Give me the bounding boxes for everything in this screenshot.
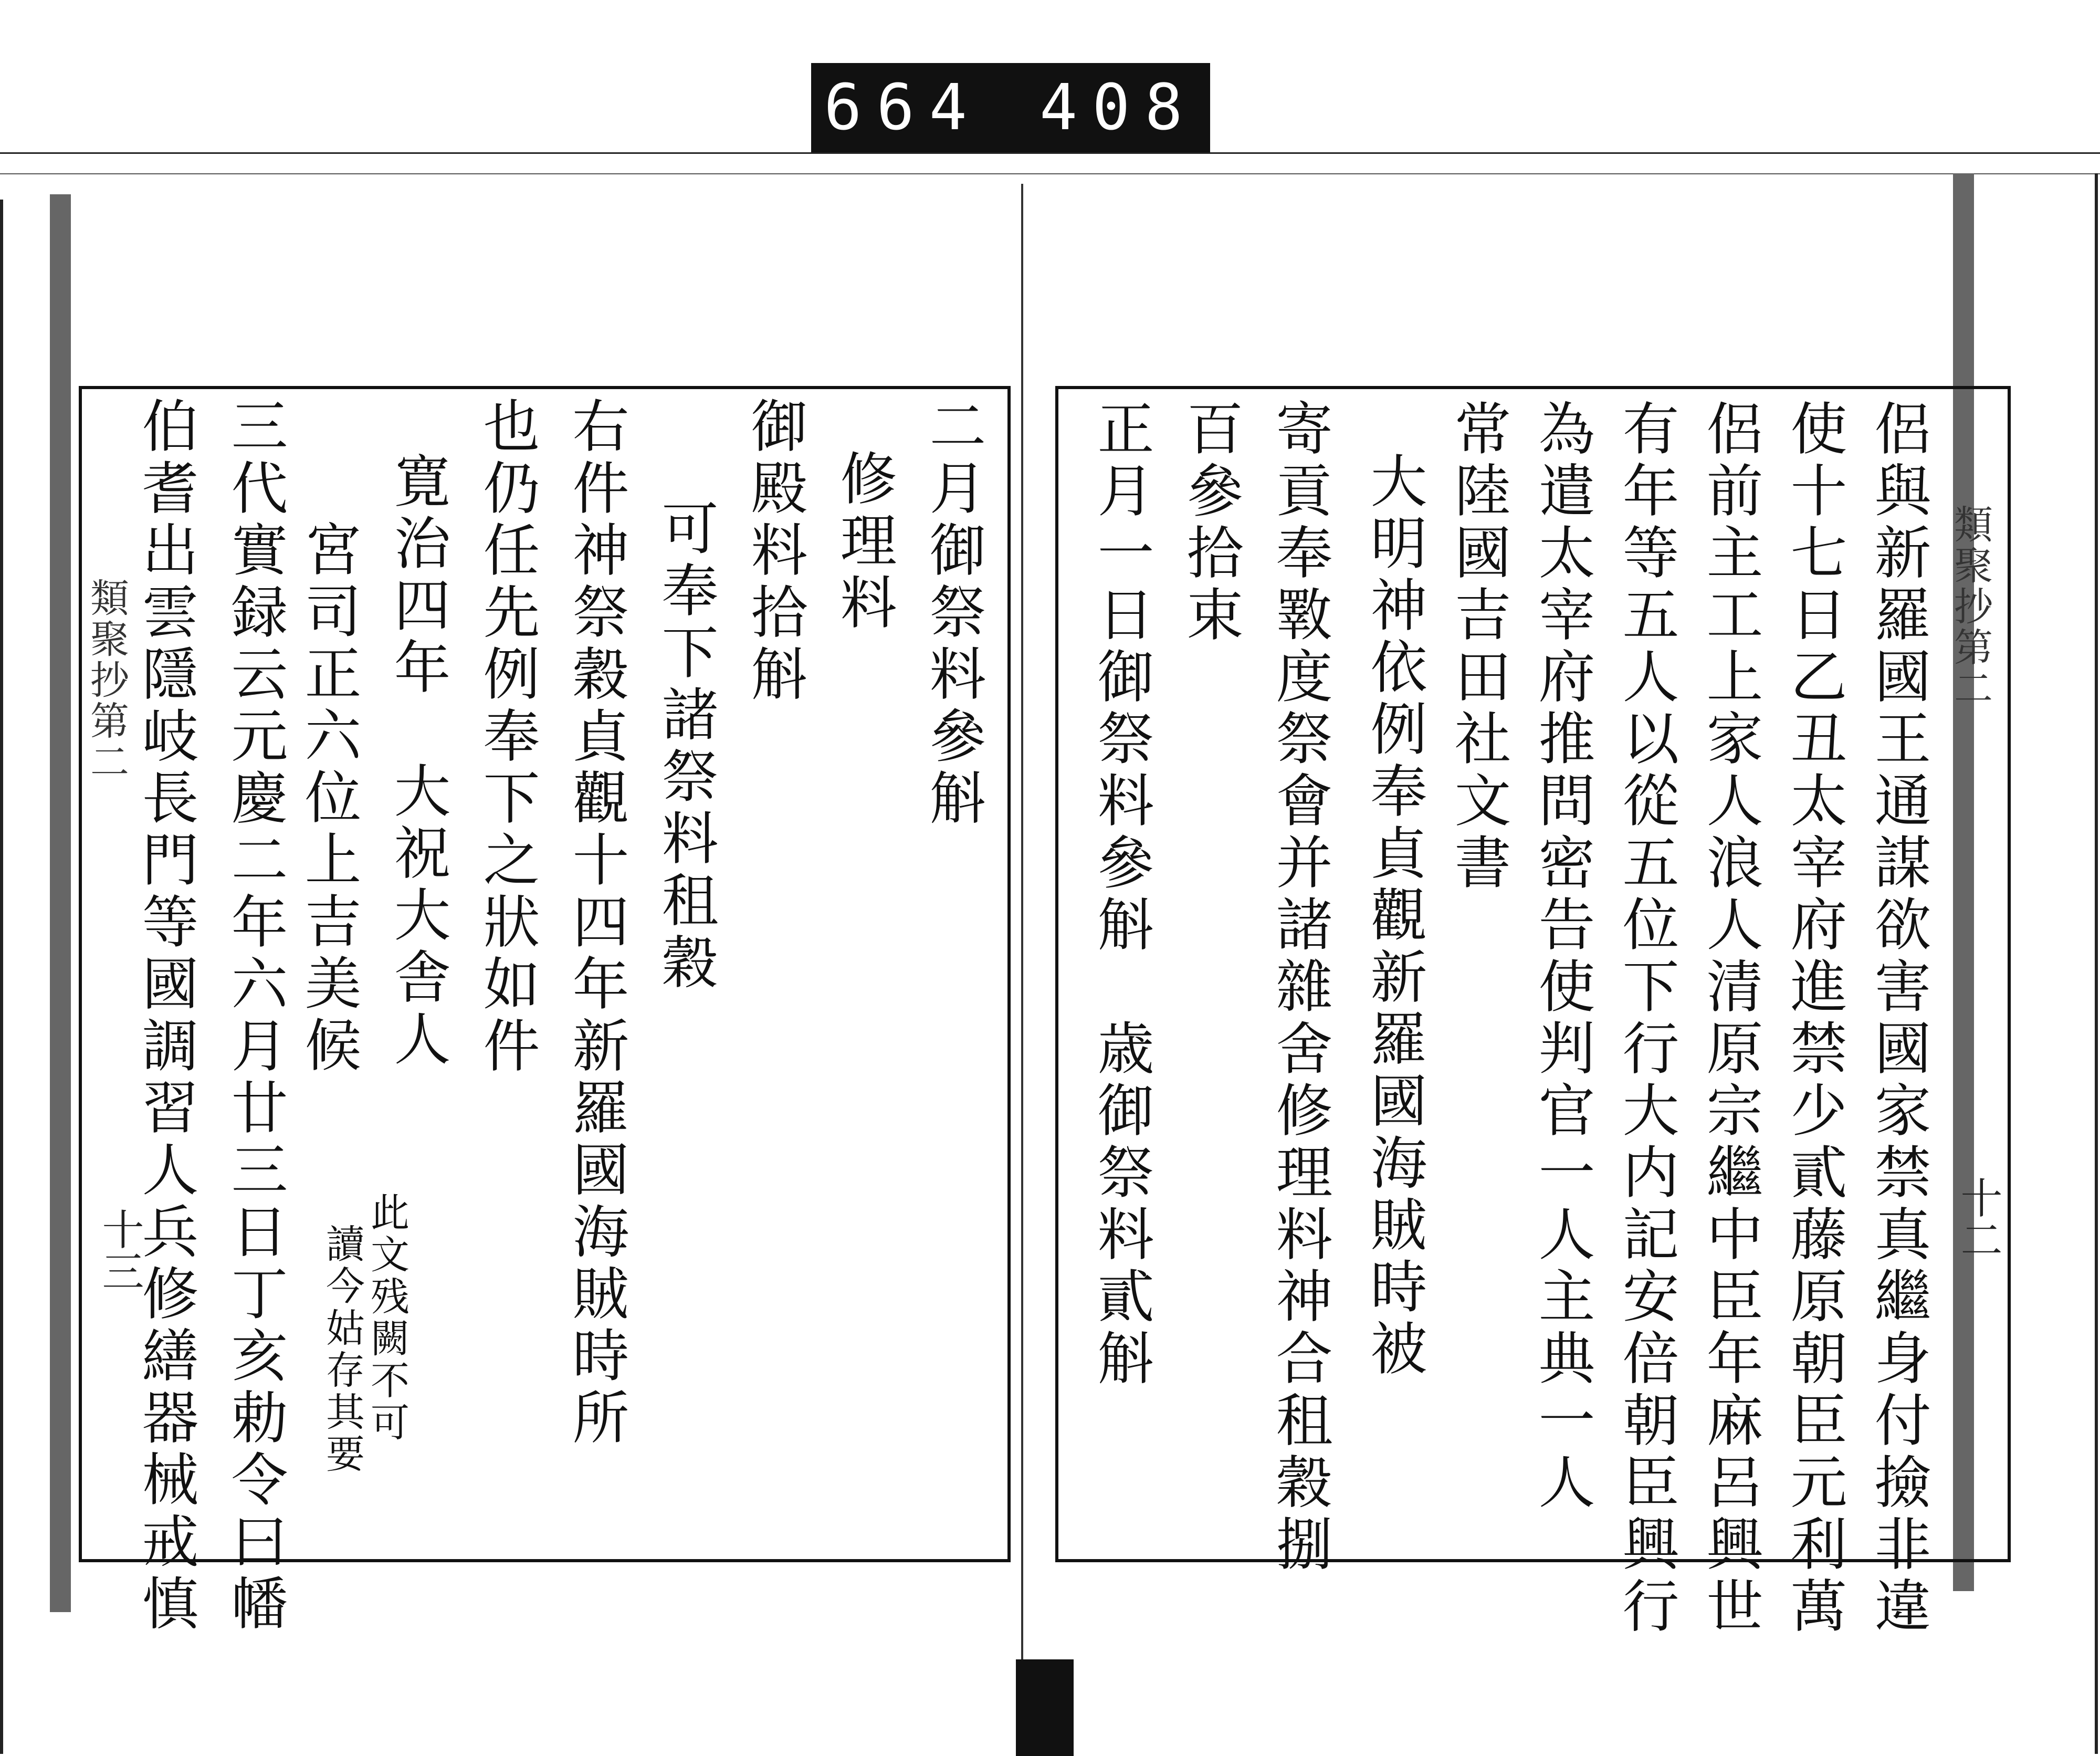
right-col-10: 正月一日御祭料參斛 歳御祭料貳斛 <box>1088 399 1153 1391</box>
left-col-4: 可奉下諸祭料租穀 <box>652 499 718 995</box>
left-page-edge <box>0 200 3 1754</box>
left-note-line-1: 此文残闕不可 <box>364 1192 410 1444</box>
center-gutter-line <box>1021 184 1023 1754</box>
left-folio: 十三 <box>95 1208 144 1292</box>
left-col-8: 宮司正六位上吉美候 <box>295 520 361 1078</box>
right-folio: 十二 <box>1954 1176 2002 1260</box>
left-margin-title: 類聚抄第二 <box>84 578 129 782</box>
left-note-line-2: 讀今姑存其要 <box>320 1224 365 1476</box>
right-page-edge <box>2095 173 2098 1754</box>
right-col-9: 百參拾束 <box>1177 399 1243 647</box>
left-col-7: 寛治四年 大祝大舎人 <box>384 452 450 1071</box>
left-col-6: 也仍任先例奉下之狀如件 <box>474 396 539 1078</box>
right-col-8: 寄貢奉斁度祭會并諸雜舍修理料神合租穀捌 <box>1266 399 1332 1576</box>
left-col-1: 二月御祭料參斛 <box>920 396 985 830</box>
right-col-6: 常陸國吉田社文書 <box>1445 399 1510 895</box>
left-book-edge <box>50 194 71 1612</box>
label-right-number: 408 <box>1040 71 1198 144</box>
right-margin-title: 類聚抄第二 <box>1948 504 1993 709</box>
archive-number-label <box>811 63 1210 152</box>
right-col-5: 為遣太宰府推問密告使判官一人主典一人 <box>1529 399 1594 1514</box>
top-rule <box>0 152 2100 154</box>
right-col-4: 有年等五人以從五位下行大内記安倍朝臣興行 <box>1613 399 1678 1638</box>
right-col-2: 使十七日乙丑太宰府進禁少貳藤原朝臣元利萬 <box>1781 399 1846 1638</box>
left-col-3: 御殿料拾斛 <box>741 396 807 706</box>
label-left-number: 664 <box>824 71 982 144</box>
right-col-7: 大明神依例奉貞觀新羅國海賊時被 <box>1361 452 1426 1381</box>
top-rule-secondary <box>0 173 2100 174</box>
left-col-5: 右件神祭穀貞觀十四年新羅國海賊時所 <box>563 396 628 1450</box>
right-col-3: 侶前主工上家人浪人清原宗繼中臣年麻呂興世 <box>1697 399 1762 1638</box>
right-col-1: 侶與新羅國王通謀欲害國家禁真繼身付撿非違 <box>1865 399 1930 1638</box>
left-col-10: 伯耆出雲隱岐長門等國調習人兵修繕器械戒慎 <box>132 396 198 1636</box>
left-col-9: 三代實録云元慶二年六月廿三日丁亥勅令曰幡 <box>222 396 287 1636</box>
binding-gutter <box>1016 1659 1074 1756</box>
left-col-2: 修理料 <box>831 449 896 635</box>
